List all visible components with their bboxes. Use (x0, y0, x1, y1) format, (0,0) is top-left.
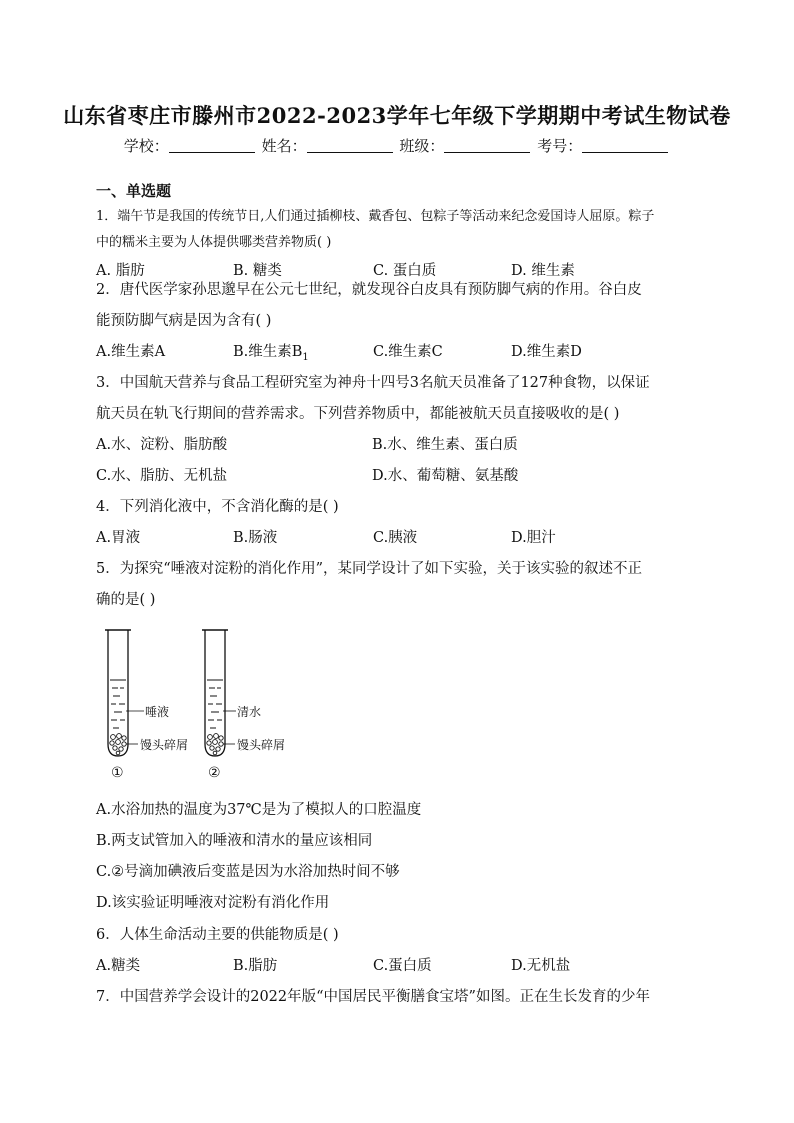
q4-option-c[interactable]: C.胰液 (373, 530, 418, 546)
student-info-row (0, 135, 794, 156)
number-label: 考号： (537, 137, 583, 155)
tube2-number: ② (208, 765, 221, 781)
q6-option-d[interactable]: D.无机盐 (511, 958, 571, 974)
test-tube-figure (98, 624, 298, 784)
school-label: 学校： (123, 137, 169, 155)
class-label: 班级： (399, 137, 445, 155)
q5-option-c[interactable]: C.②号滴加碘液后变蓝是因为水浴加热时间不够 (96, 864, 400, 880)
q2-option-b-text: B.维生素B (233, 344, 303, 360)
tube1-bottom-label: 馒头碎屑 (140, 738, 189, 752)
q1-option-d[interactable]: D. 维生素 (511, 263, 575, 279)
q2-option-d[interactable]: D.维生素D (511, 344, 582, 360)
tube1-number: ① (111, 765, 124, 781)
q3-option-b[interactable]: B.水、维生素、蛋白质 (372, 437, 518, 453)
q5-text-line1: 5．为探究“唾液对淀粉的消化作用”，某同学设计了如下实验，关于该实验的叙述不正 (96, 561, 643, 577)
q4-option-b[interactable]: B.肠液 (233, 530, 278, 546)
q1-option-b[interactable]: B. 糖类 (233, 263, 282, 279)
q5-option-b[interactable]: B.两支试管加入的唾液和清水的量应该相同 (96, 833, 373, 849)
class-blank[interactable] (444, 138, 530, 153)
q5-option-d[interactable]: D.该实验证明唾液对淀粉有消化作用 (96, 895, 330, 911)
q1-option-c[interactable]: C. 蛋白质 (373, 263, 437, 279)
q2-option-a[interactable]: A.维生素A (96, 344, 166, 360)
q2-option-c[interactable]: C.维生素C (373, 344, 443, 360)
name-blank[interactable] (307, 138, 393, 153)
name-label: 姓名： (261, 137, 307, 155)
tube1-liquid-label: 唾液 (145, 705, 170, 719)
q1-option-a[interactable]: A. 脂肪 (96, 263, 145, 279)
school-blank[interactable] (169, 138, 255, 153)
q2-option-b[interactable] (233, 340, 309, 363)
tube2-bottom-label: 馒头碎屑 (237, 738, 286, 752)
q5-text-line2: 确的是( ) (96, 592, 156, 608)
q1-text-line1: 1．端午节是我国的传统节日,人们通过插柳枝、戴香包、包粽子等活动来纪念爱国诗人屈原。粽子 (96, 209, 655, 224)
q2-option-b-subscript: 1 (302, 351, 309, 363)
q3-option-d[interactable]: D.水、葡萄糖、氨基酸 (372, 468, 519, 484)
tube2-liquid-label: 清水 (237, 705, 262, 719)
q5-option-a[interactable]: A.水浴加热的温度为37℃是为了模拟人的口腔温度 (96, 802, 422, 818)
q7-text-line1: 7．中国营养学会设计的2022年版“中国居民平衡膳食宝塔”如图。正在生长发育的少年 (96, 989, 650, 1005)
section-heading: 一、单选题 (96, 182, 172, 200)
q3-text-line2: 航天员在轨飞行期间的营养需求。下列营养物质中，都能被航天员直接吸收的是( ) (96, 406, 620, 422)
q3-option-a[interactable]: A.水、淀粉、脂肪酸 (96, 437, 228, 453)
q4-option-a[interactable]: A.胃液 (96, 530, 141, 546)
q2-text-line2: 能预防脚气病是因为含有( ) (96, 313, 272, 329)
q3-option-c[interactable]: C.水、脂肪、无机盐 (96, 468, 228, 484)
test-tube-1 (105, 630, 188, 781)
q4-option-d[interactable]: D.胆汁 (511, 530, 556, 546)
q6-option-c[interactable]: C.蛋白质 (373, 958, 432, 974)
q4-text-line1: 4．下列消化液中，不含消化酶的是( ) (96, 499, 339, 515)
exam-title: 山东省枣庄市滕州市2022-2023学年七年级下学期期中考试生物试卷 (63, 103, 731, 128)
q3-text-line1: 3．中国航天营养与食品工程研究室为神舟十四号3名航天员准备了127种食物，以保证 (96, 375, 650, 391)
q2-text-line1: 2．唐代医学家孙思邈早在公元七世纪，就发现谷白皮具有预防脚气病的作用。谷白皮 (96, 282, 642, 298)
test-tube-2 (202, 630, 285, 781)
q1-text-line2: 中的糯米主要为人体提供哪类营养物质( ) (96, 235, 332, 250)
number-blank[interactable] (582, 138, 668, 153)
q6-option-b[interactable]: B.脂肪 (233, 958, 278, 974)
q6-option-a[interactable]: A.糖类 (96, 958, 141, 974)
q6-text-line1: 6．人体生命活动主要的供能物质是( ) (96, 927, 339, 943)
